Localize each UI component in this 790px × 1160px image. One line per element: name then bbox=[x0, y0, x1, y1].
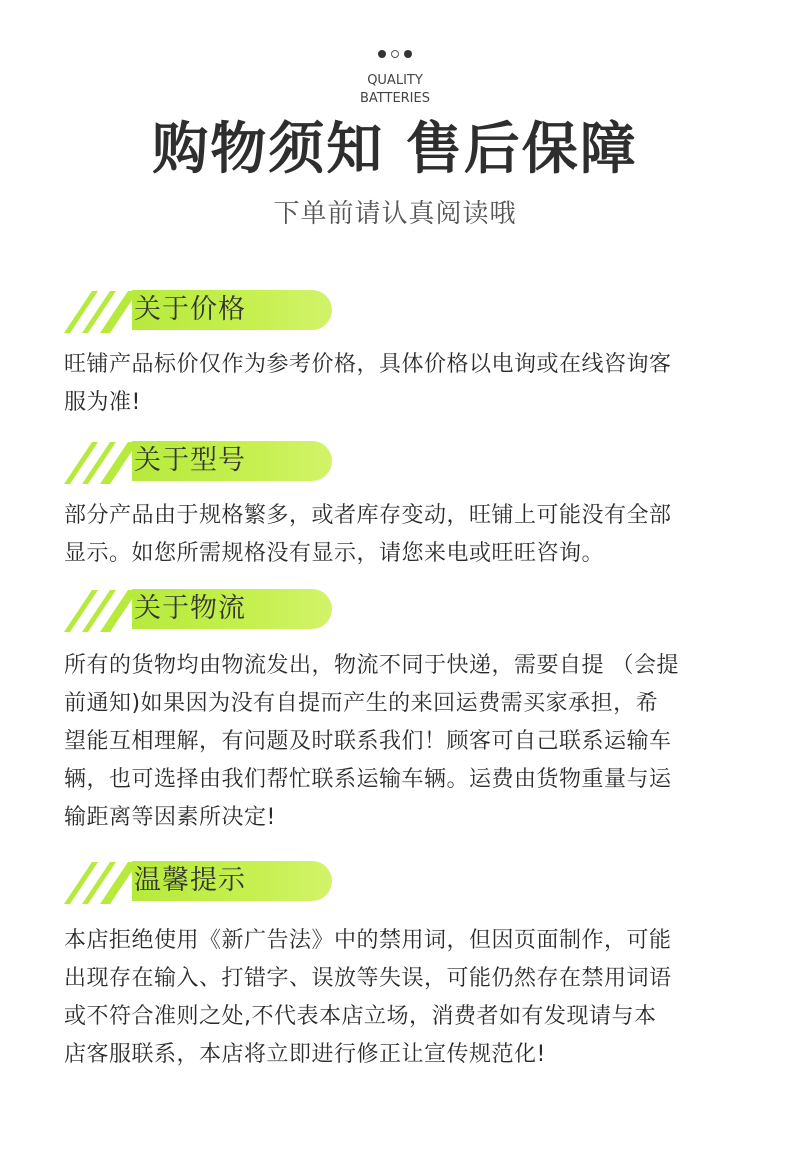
slash-stripes-icon bbox=[62, 588, 142, 634]
slash-stripes-icon bbox=[62, 440, 142, 486]
slash-stripes-icon bbox=[62, 289, 142, 335]
paragraph-line: 服为准! bbox=[64, 390, 141, 415]
section-heading-label: 温馨提示 bbox=[134, 865, 246, 896]
section-heading-logistics bbox=[62, 588, 282, 634]
paragraph-line: 或不符合准则之处,不代表本店立场，消费者如有发现请与本 bbox=[64, 1004, 657, 1029]
paragraph-line: 输距离等因素所决定! bbox=[64, 805, 276, 830]
section-heading-price bbox=[62, 289, 282, 335]
section-paragraph-logistics bbox=[64, 647, 734, 837]
dot-hollow-icon bbox=[391, 50, 399, 58]
slash-stripes-icon bbox=[62, 860, 142, 906]
paragraph-line: 显示。如您所需规格没有显示，请您来电或旺旺咨询。 bbox=[64, 541, 605, 566]
section-heading-label: 关于价格 bbox=[134, 294, 246, 325]
dot-filled-icon bbox=[404, 50, 412, 58]
section-heading-model bbox=[62, 440, 282, 486]
dots-indicator-icon bbox=[0, 50, 790, 58]
paragraph-line: 部分产品由于规格繁多，或者库存变动，旺铺上可能没有全部 bbox=[64, 503, 672, 528]
section-heading-label: 关于型号 bbox=[134, 445, 246, 476]
subtitle-quality: QUALITY bbox=[367, 73, 423, 88]
dot-filled-icon bbox=[378, 50, 386, 58]
section-heading-label: 关于物流 bbox=[134, 593, 246, 624]
paragraph-line: 本店拒绝使用《新广告法》中的禁用词，但因页面制作，可能 bbox=[64, 928, 672, 953]
section-paragraph-model bbox=[64, 497, 734, 573]
section-paragraph-tips bbox=[64, 922, 734, 1074]
paragraph-line: 辆，也可选择由我们帮忙联系运输车辆。运费由货物重量与运 bbox=[64, 767, 672, 792]
section-heading-tips bbox=[62, 860, 282, 906]
page-tagline: 下单前请认真阅读哦 bbox=[273, 199, 517, 229]
subtitle-batteries: BATTERIES bbox=[359, 91, 430, 106]
paragraph-line: 望能互相理解，有问题及时联系我们！顾客可自己联系运输车 bbox=[64, 729, 672, 754]
paragraph-line: 前通知)如果因为没有自提而产生的来回运费需买家承担，希 bbox=[64, 691, 659, 716]
page-title: 购物须知 售后保障 bbox=[152, 117, 638, 182]
paragraph-line: 出现存在输入、打错字、误放等失误，可能仍然存在禁用词语 bbox=[64, 966, 672, 991]
paragraph-line: 旺铺产品标价仅作为参考价格，具体价格以电询或在线咨询客 bbox=[64, 352, 672, 377]
section-paragraph-price bbox=[64, 346, 734, 422]
paragraph-line: 所有的货物均由物流发出，物流不同于快递，需要自提 （会提 bbox=[64, 653, 679, 678]
paragraph-line: 店客服联系，本店将立即进行修正让宣传规范化! bbox=[64, 1042, 546, 1067]
